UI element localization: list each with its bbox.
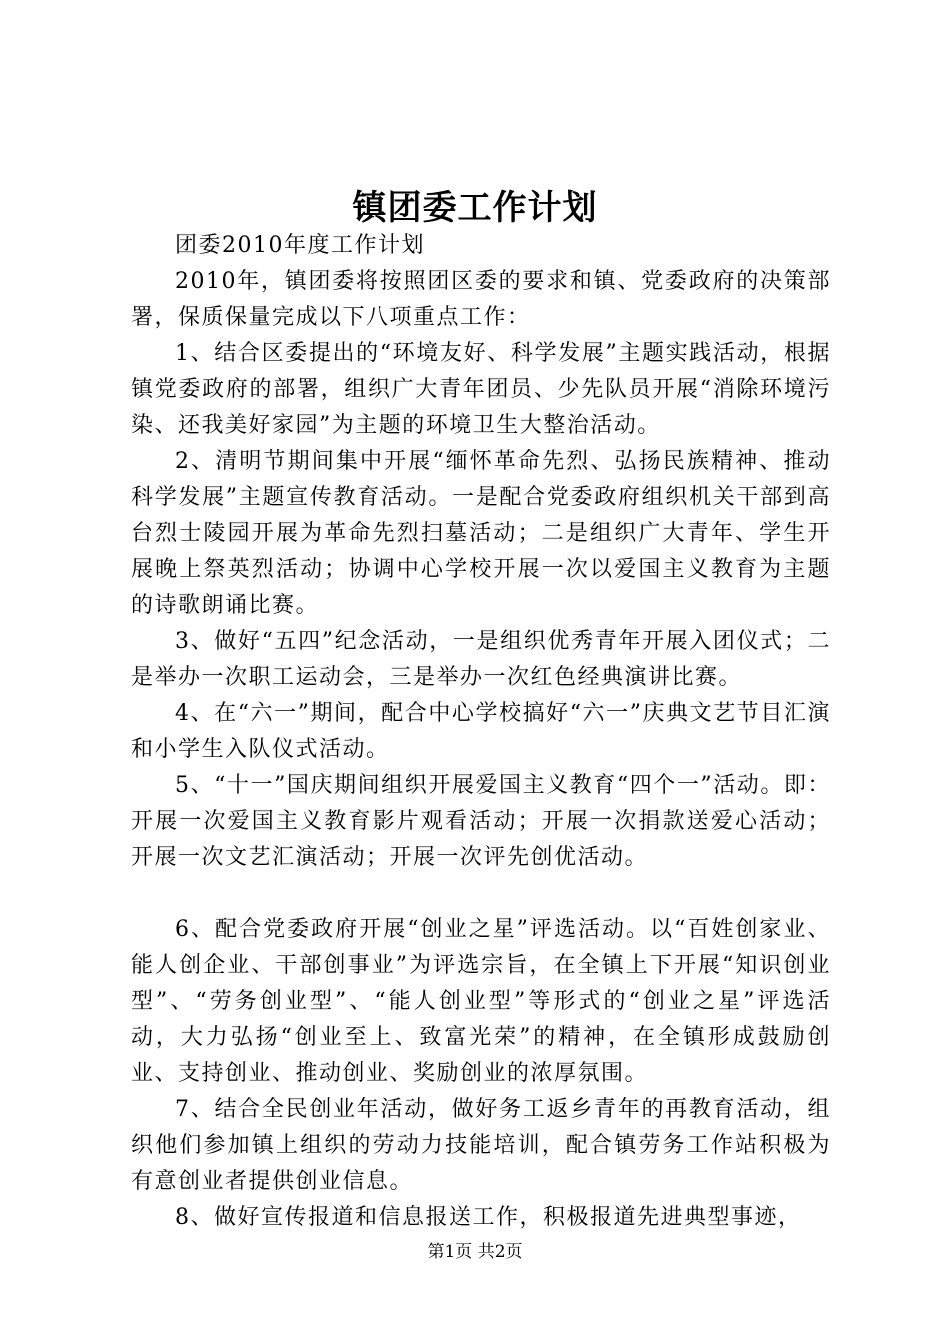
paragraph-item-3: 3、做好“五四”纪念活动，一是组织优秀青年开展入团仪式；二是举办一次职工运动会，三是举办一次红色经典演讲比赛。 [131, 629, 831, 690]
document-subtitle: 团委2010年度工作计划 [175, 233, 425, 258]
page-footer: 第1页 共2页 [427, 1242, 523, 1262]
paragraph-item-7: 7、结合全民创业年活动，做好务工返乡青年的再教育活动，组织他们参加镇上组织的劳动力技能培训，配合镇劳务工作站积极为有意创业者提供创业信息。 [131, 1097, 831, 1194]
paragraph-item-5: 5、“十一”国庆期间组织开展爱国主义教育“四个一”活动。即：开展一次爱国主义教育影片观看活动；开展一次捐款送爱心活动；开展一次文艺汇演活动；开展一次评先创优活动。 [131, 773, 831, 870]
paragraph-item-4: 4、在“六一”期间，配合中心学校搞好“六一”庆典文艺节目汇演和小学生入队仪式活动。 [131, 701, 831, 762]
paragraph-item-6: 6、配合党委政府开展“创业之星”评选活动。以“百姓创家业、能人创企业、干部创事业”为评选宗旨，在全镇上下开展“知识创业型”、“劳务创业型”、“能人创业型”等形式的“创业之星”评选活动，大力弘扬“创业至上、致富光荣”的精神，在全镇形成鼓励创业、支持创业、推动创业、奖励创业的浓厚氛围。 [131, 917, 831, 1086]
paragraph-item-2: 2、清明节期间集中开展“缅怀革命先烈、弘扬民族精神、推动科学发展”主题宣传教育活动。一是配合党委政府组织机关干部到高台烈士陵园开展为革命先烈扫墓活动；二是组织广大青年、学生开展晚上祭英烈活动；协调中心学校开展一次以爱国主义教育为主题的诗歌朗诵比赛。 [131, 449, 831, 618]
paragraph-item-1: 1、结合区委提出的“环境友好、科学发展”主题实践活动，根据镇党委政府的部署，组织广大青年团员、少先队员开展“消除环境污染、还我美好家园”为主题的环境卫生大整治活动。 [131, 341, 831, 438]
paragraph-intro: 2010年，镇团委将按照团区委的要求和镇、党委政府的决策部署，保质保量完成以下八项重点工作： [131, 269, 831, 330]
paragraph-item-8: 8、做好宣传报道和信息报送工作，积极报道先进典型事迹， [175, 1205, 802, 1230]
document-title: 镇团委工作计划 [352, 188, 598, 228]
document-body [131, 228, 831, 1236]
